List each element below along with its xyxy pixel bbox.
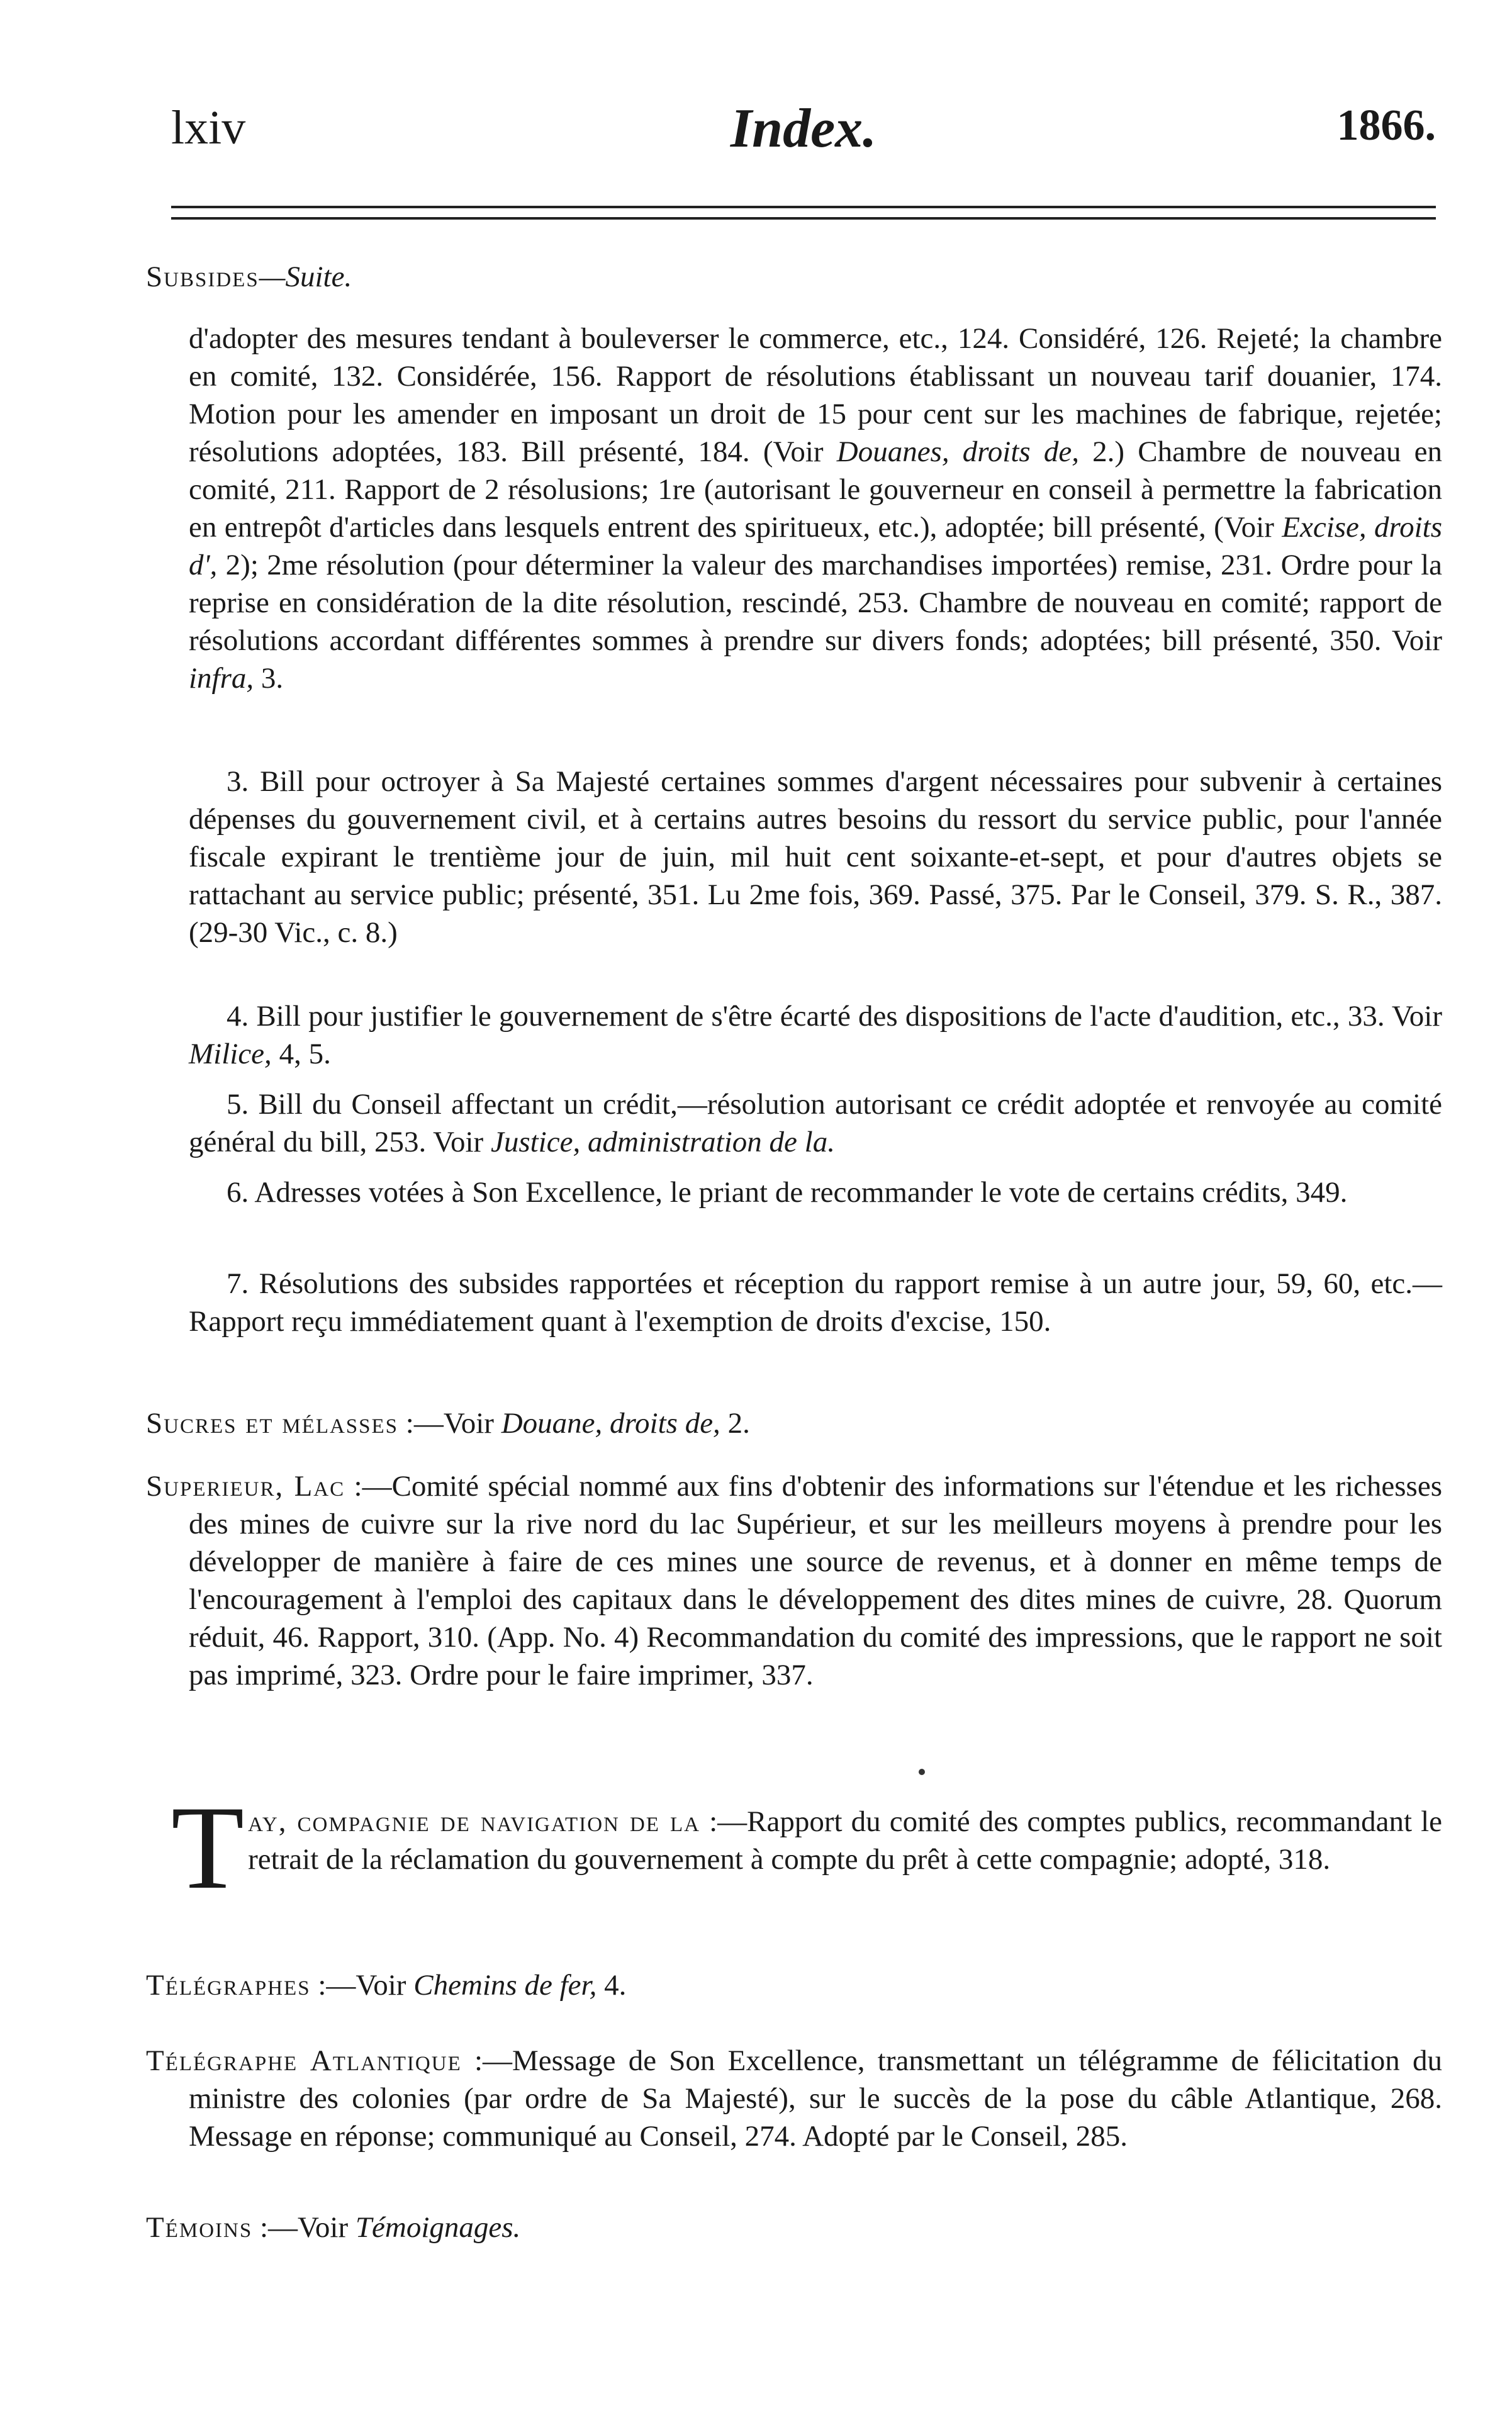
entry-text: :—Voir	[252, 2211, 356, 2244]
entry-text: :—Message de Son Excellence, transmettant un télégramme de félicitation du ministre des colonies (par ordre de Sa Majesté), sur le succès de la pose du câble Atlantique, 268. Message en réponse; communiqué au Conseil, 274. Adopté par le Conseil, 285.	[189, 2044, 1442, 2153]
page-folio: lxiv	[171, 101, 246, 154]
subsides-paragraph-2	[189, 320, 1442, 697]
entry-term: Sucres et mélasses	[146, 1407, 399, 1440]
page-title: Index.	[730, 98, 877, 159]
entry-text: 2); 2me résolution (pour déterminer la valeur des marchandises importées) remise, 231. Ordre pour la reprise en considération de la dite résolution, rescindé, 253. Chambre de nouveau en comité; rapport de résolutions accordant différentes sommes à prendre sur divers fonds; adoptées; bill présenté, 350. Voir	[189, 549, 1442, 657]
entry-text: 3.	[254, 662, 284, 695]
entry-text: :—Comité spécial nommé aux fins d'obtenir des informations sur l'étendue et les richesses des mines de cuivre sur la rive nord du lac Supérieur, et sur les meilleurs moyens à prendre pour les développer de manière à faire de ces mines une source de revenus, et à donner en même temps de l'encouragement à l'emploi des capitaux dans le développement des dites mines de cuivre, 28. Quorum réduit, 46. Rapport, 310. (App. No. 4) Recommandation du comité des impressions, que le rapport ne soit pas imprimé, 323. Ordre pour le faire imprimer, 337.	[189, 1470, 1442, 1691]
section-drop-cap: T	[171, 1782, 245, 1914]
entry-text: 2.) Chambre de nouveau en comité, 211. Rapport de 2 résolusions; 1re (autorisant le gouverneur en conseil à permettre la fabrication en entrepôt d'articles dans lesquels entrent des spiritueux, etc.), adoptée; bill présenté, (Voir	[189, 435, 1442, 544]
cross-reference: Excise, droits d',	[189, 511, 1443, 581]
header-rule-bottom	[171, 217, 1436, 220]
continued-label: —Suite.	[259, 261, 352, 293]
entry-text: 5. Bill du Conseil affectant un crédit,—résolution autorisant ce crédit adoptée et renvoyée au comité général du bill, 253. Voir	[189, 1088, 1442, 1158]
entry-superieur-lac	[146, 1467, 1442, 1694]
entry-term: Témoins	[146, 2211, 253, 2244]
entry-term: Superieur, Lac	[146, 1470, 345, 1503]
running-header	[171, 98, 1436, 170]
entry-text: 4, 5.	[271, 1038, 331, 1070]
cross-reference: Témoignages.	[355, 2211, 521, 2244]
entry-text: 3. Bill pour octroyer à Sa Majesté certaines sommes d'argent nécessaires pour subvenir à certaines dépenses du gouvernement civil, et à certains autres besoins du ressort du service public, pour l'année fiscale expirant le trentième jour de juin, mil huit cent soixante-et-sept, et pour d'autres objets se rattachant au service public; présenté, 351. Lu 2me fois, 369. Passé, 375. Par le Conseil, 379. S. R., 387. (29-30 Vic., c. 8.)	[189, 765, 1442, 949]
entry-text: :—Voir	[310, 1969, 414, 2002]
entry-text: :—Rapport du comité des comptes publics, recommandant le retrait de la réclamation du gouvernement à compte du prêt à cette compagnie; adopté, 318.	[248, 1805, 1443, 1876]
entry-text: 4.	[596, 1969, 627, 2002]
subsides-paragraph-7	[189, 1265, 1442, 1340]
subsides-paragraph-6	[189, 1174, 1442, 1211]
entry-text: :—Voir	[398, 1407, 501, 1440]
entry-term: Subsides	[146, 261, 259, 293]
cross-reference: Douane, droits de,	[501, 1407, 720, 1440]
cross-reference: Milice,	[189, 1038, 272, 1070]
entry-temoins	[146, 2209, 1442, 2246]
subsides-paragraph-5	[189, 1085, 1442, 1161]
section-dot	[919, 1769, 925, 1775]
page-year: 1866.	[1336, 101, 1436, 150]
entry-telegraphe-atlantique	[146, 2042, 1442, 2155]
entry-text: 6. Adresses votées à Son Excellence, le priant de recommander le vote de certains crédits, 349.	[227, 1176, 1348, 1209]
subsides-paragraph-4	[189, 997, 1442, 1073]
entry-sucres-et-melasses	[146, 1404, 1442, 1442]
entry-term: ay, compagnie de navigation de la	[248, 1805, 701, 1838]
cross-reference: Chemins de fer,	[413, 1969, 597, 2002]
cross-reference: infra,	[189, 662, 254, 695]
cross-reference: Douanes, droits de,	[836, 435, 1079, 468]
entry-text: d'adopter des mesures tendant à bouleverser le commerce, etc., 124. Considéré, 126. Rejeté; la chambre en comité, 132. Considérée, 156. Rapport de résolutions établissant un nouveau tarif douanier, 174. Motion pour les amender en imposant un droit de 15 pour cent sur les machines de fabrique, rejetée; résolutions adoptées, 183. Bill présenté, 184. (Voir	[189, 322, 1442, 468]
entry-text: 4. Bill pour justifier le gouvernement de s'être écarté des dispositions de l'acte d'audition, etc., 33. Voir	[227, 1000, 1442, 1033]
entry-tay	[171, 1782, 1443, 1914]
header-rule-top	[171, 206, 1436, 208]
entry-text: 2.	[720, 1407, 750, 1440]
entry-text: 7. Résolutions des subsides rapportées et réception du rapport remise à un autre jour, 59, 60, etc.—Rapport reçu immédiatement quant à l'exemption de droits d'excise, 150.	[189, 1267, 1442, 1338]
entry-heading-subsides	[146, 258, 1442, 296]
entry-term: Télégraphes	[146, 1969, 311, 2002]
entry-telegraphes	[146, 1966, 1442, 2004]
cross-reference: Justice, administration de la.	[490, 1126, 835, 1158]
subsides-paragraph-3	[189, 763, 1442, 951]
entry-term: Télégraphe Atlantique	[146, 2044, 462, 2077]
